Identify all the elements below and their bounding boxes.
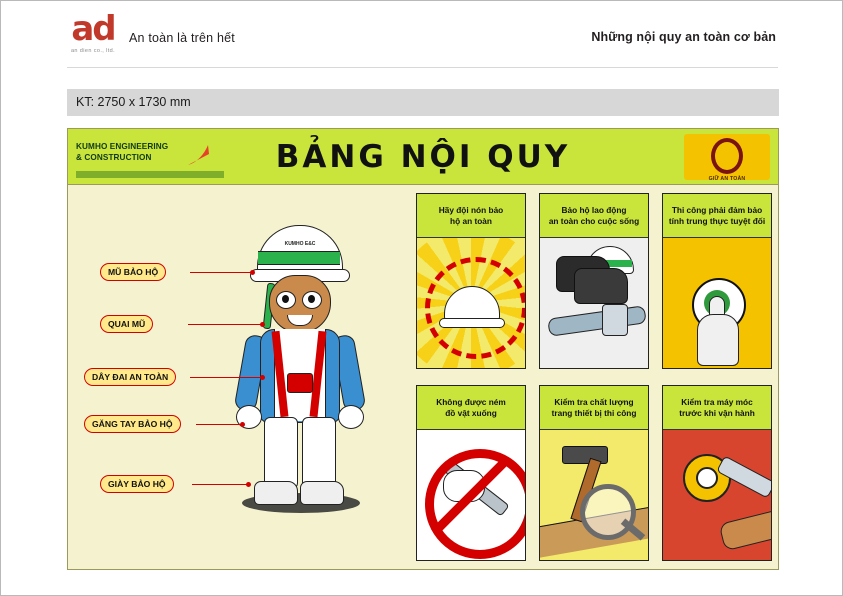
callout-harness-line (190, 377, 262, 378)
callout-boots-line (192, 484, 248, 485)
rule-card-1 (416, 193, 526, 369)
worker-shoe-right-icon (300, 481, 344, 505)
header-slogan: An toàn là trên hết (129, 31, 235, 45)
rule-caption-5: Kiểm tra chất lượng trang thiết bị thi công (540, 386, 648, 430)
hand-icon (697, 314, 739, 366)
rule-art-1 (417, 238, 525, 368)
rule-art-5 (540, 430, 648, 560)
callout-boots-dot (246, 482, 251, 487)
rule-card-6 (662, 385, 772, 561)
rule-caption-6: Kiểm tra máy móc trước khi vận hành (663, 386, 771, 430)
worker-leg-right (302, 417, 336, 489)
callout-gloves-line (196, 424, 242, 425)
rule-card-5 (539, 385, 649, 561)
size-bar (67, 89, 779, 116)
kumho-line-1: KUMHO ENGINEERING (76, 142, 169, 151)
logo-mark-text: ad (71, 9, 115, 49)
callout-chinstrap-dot (260, 322, 265, 327)
magnifier-icon (580, 484, 636, 540)
logo-subtitle: an dien co., ltd. (70, 48, 116, 54)
rule-caption-1: Hãy đội nón bảo hộ an toàn (417, 194, 525, 238)
header-right-title: Những nội quy an toàn cơ bản (591, 30, 776, 44)
helmet-brand-text: KUMHO E&C (284, 241, 316, 247)
callout-harness: DÂY ĐAI AN TOÀN (84, 368, 176, 386)
poster-header-band (68, 129, 778, 185)
seal-label: GIỮ AN TOÀN (708, 176, 746, 182)
rule-caption-4: Không được ném đồ vật xuống (417, 386, 525, 430)
callout-helmet-line (190, 272, 252, 273)
rule-caption-3: Thi công phải đảm bảo tính trung thực tuyệt đối (663, 194, 771, 238)
poster-artboard (67, 128, 779, 570)
poster-title: BẢNG NỘI QUY (275, 139, 571, 175)
rules-grid (416, 193, 772, 563)
document-header (1, 1, 843, 63)
worker-figure (224, 225, 374, 525)
callout-gloves-dot (240, 422, 245, 427)
forearm-shape (719, 509, 771, 552)
worker-pupil-right (308, 295, 315, 303)
callout-helmet-dot (250, 270, 255, 275)
header-divider (67, 67, 778, 68)
safety-boot-icon-2 (574, 268, 628, 304)
safety-belt-icon (547, 305, 647, 336)
callout-boots: GIÀY BẢO HỘ (100, 475, 174, 493)
belt-buckle-icon (602, 304, 628, 336)
helmet-brim-icon (439, 318, 505, 328)
rule-art-6 (663, 430, 771, 560)
rule-art-4 (417, 430, 525, 560)
worker-shoe-left-icon (254, 481, 298, 505)
safety-seal (684, 134, 770, 180)
callout-chinstrap-line (188, 324, 262, 325)
rule-art-3 (663, 238, 771, 368)
worker-glove-right-icon (338, 405, 364, 429)
worker-illustration-area (72, 187, 412, 567)
callout-harness-dot (260, 375, 265, 380)
helmet-stripe (258, 251, 340, 265)
rule-art-2 (540, 238, 648, 368)
company-logo (67, 9, 119, 59)
callout-helmet: MŨ BẢO HỘ (100, 263, 166, 281)
harness-buckle-icon (287, 373, 313, 393)
seal-ring-icon (711, 138, 743, 174)
worker-leg-left (264, 417, 298, 489)
prohibition-ring-icon (425, 449, 525, 559)
rule-card-4 (416, 385, 526, 561)
gear-center (696, 467, 718, 489)
rule-card-3 (662, 193, 772, 369)
callout-gloves: GĂNG TAY BẢO HỘ (84, 415, 181, 433)
size-bar-label: KT: 2750 x 1730 mm (76, 95, 191, 109)
rule-card-2 (539, 193, 649, 369)
rule-caption-2: Bảo hộ lao động an toàn cho cuộc sống (540, 194, 648, 238)
worker-pupil-left (282, 295, 289, 303)
kumho-line-2: & CONSTRUCTION (76, 153, 152, 162)
callout-chinstrap: QUAI MŨ (100, 315, 153, 333)
